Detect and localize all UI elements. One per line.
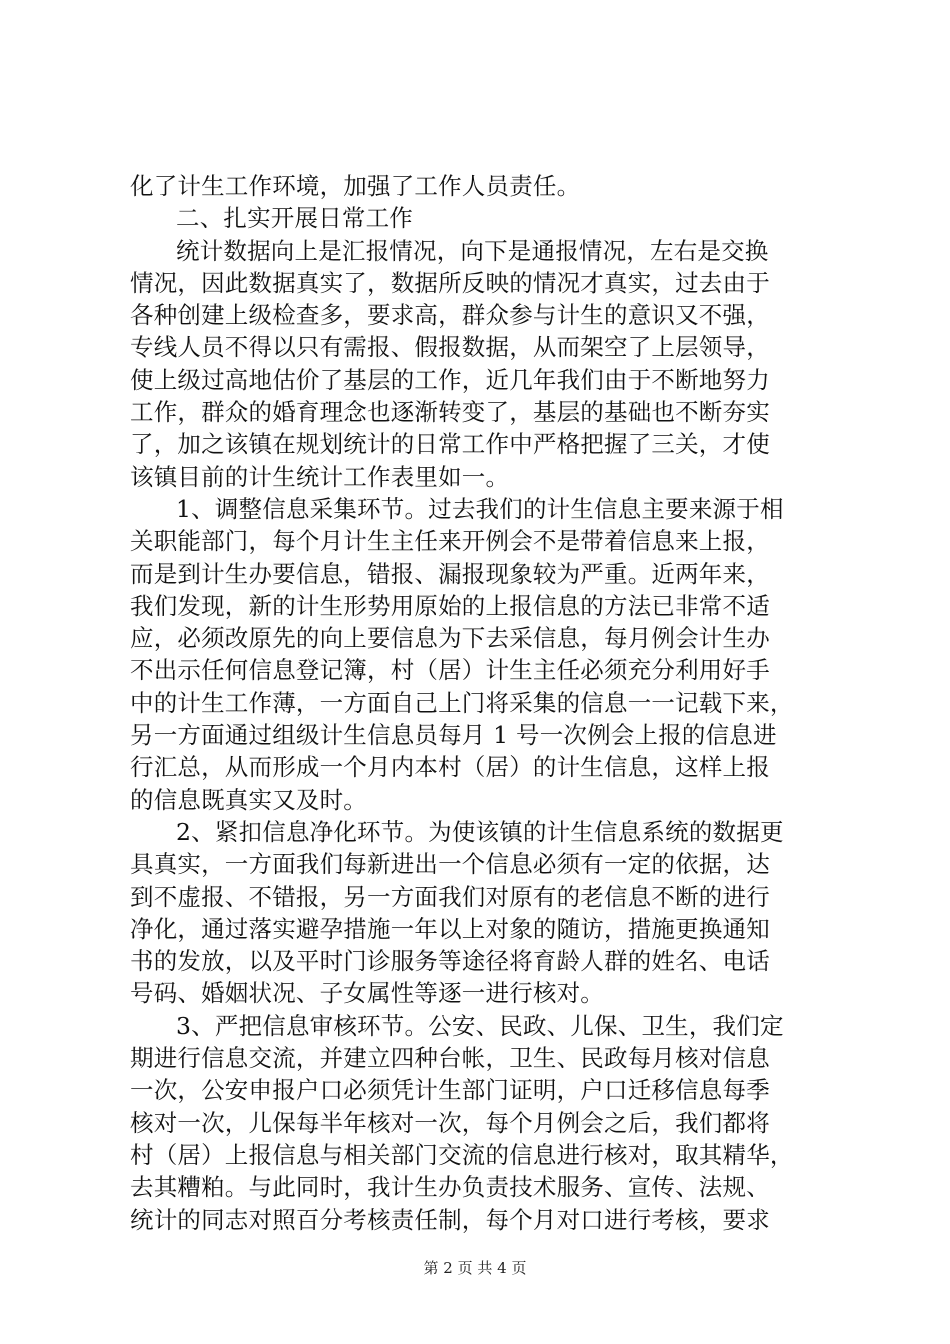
- text-line: 书的发放，以及平时门诊服务等途径将育龄人群的姓名、电话: [130, 947, 770, 976]
- text-line: 2、紧扣信息净化环节。为使该镇的计生信息系统的数据更: [176, 817, 784, 846]
- text-line: 期进行信息交流，并建立四种台帐，卫生、民政每月核对信息: [130, 1044, 770, 1073]
- text-line: 该镇目前的计生统计工作表里如一。: [130, 462, 510, 491]
- text-line: 的信息既真实又及时。: [130, 785, 367, 814]
- text-line: 去其糟粕。与此同时，我计生办负责技术服务、宣传、法规、: [130, 1173, 770, 1202]
- text-line: 具真实，一方面我们每新进出一个信息必须有一定的依据，达: [130, 850, 770, 879]
- text-line: 号码、婚姻状况、子女属性等逐一进行核对。: [130, 979, 604, 1008]
- text-line: 一次，公安申报户口必须凭计生部门证明，户口迁移信息每季: [130, 1076, 770, 1105]
- text-line: 而是到计生办要信息，错报、漏报现象较为严重。近两年来，: [130, 559, 770, 588]
- text-line: 关职能部门，每个月计生主任来开例会不是带着信息来上报，: [130, 527, 770, 556]
- document-body: [130, 170, 830, 1236]
- text-line: 核对一次，儿保每半年核对一次，每个月例会之后，我们都将: [130, 1108, 770, 1137]
- text-line: 我们发现，新的计生形势用原始的上报信息的方法已非常不适: [130, 591, 770, 620]
- text-line: 工作，群众的婚育理念也逐渐转变了，基层的基础也不断夯实: [130, 398, 770, 427]
- text-line: 各种创建上级检查多，要求高，群众参与计生的意识又不强，: [130, 301, 770, 330]
- text-line: 另一方面通过组级计生信息员每月 1 号一次例会上报的信息进: [130, 721, 777, 750]
- text-line: 村（居）上报信息与相关部门交流的信息进行核对，取其精华，: [130, 1140, 794, 1169]
- text-line: 3、严把信息审核环节。公安、民政、儿保、卫生，我们定: [176, 1011, 784, 1040]
- text-line: 情况，因此数据真实了，数据所反映的情况才真实，过去由于: [130, 268, 770, 297]
- text-line: 1、调整信息采集环节。过去我们的计生信息主要来源于相: [176, 494, 784, 523]
- page-number-footer: 第 2 页 共 4 页: [423, 1259, 527, 1277]
- text-line: 专线人员不得以只有需报、假报数据，从而架空了上层领导，: [130, 333, 770, 362]
- text-line: 统计的同志对照百分考核责任制，每个月对口进行考核，要求: [130, 1205, 770, 1234]
- text-line: 中的计生工作薄，一方面自己上门将采集的信息一一记载下来，: [130, 688, 794, 717]
- text-line: 使上级过高地估价了基层的工作，近几年我们由于不断地努力: [130, 365, 770, 394]
- text-line: 了，加之该镇在规划统计的日常工作中严格把握了三关，才使: [130, 430, 770, 459]
- section-heading: 二、扎实开展日常工作: [176, 204, 413, 233]
- text-line: 不出示任何信息登记簿，村（居）计生主任必须充分利用好手: [130, 656, 770, 685]
- text-line: 到不虚报、不错报，另一方面我们对原有的老信息不断的进行: [130, 882, 770, 911]
- text-line: 行汇总，从而形成一个月内本村（居）的计生信息，这样上报: [130, 753, 770, 782]
- text-line: 应，必须改原先的向上要信息为下去采信息，每月例会计生办: [130, 624, 770, 653]
- text-line: 净化，通过落实避孕措施一年以上对象的随访，措施更换通知: [130, 914, 770, 943]
- text-line: 化了计生工作环境，加强了工作人员责任。: [130, 172, 581, 200]
- text-line: 统计数据向上是汇报情况，向下是通报情况，左右是交换: [176, 236, 769, 265]
